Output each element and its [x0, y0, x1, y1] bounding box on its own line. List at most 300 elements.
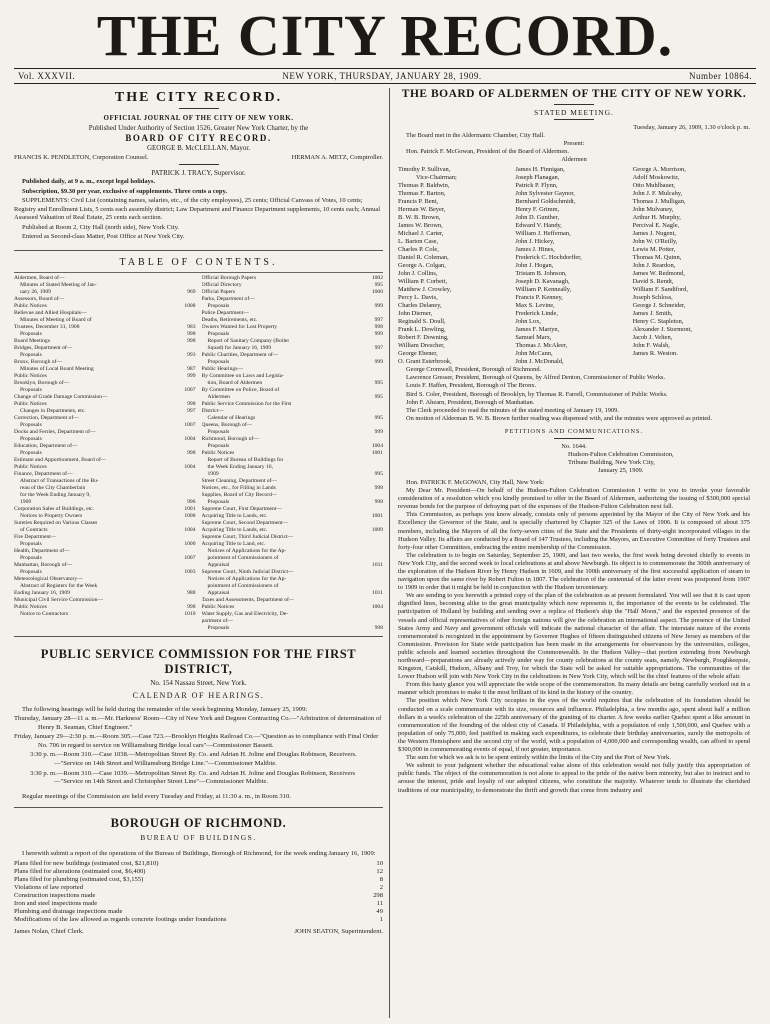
- letter-addressee: Hon. PATRICK F. McGOWAN, City Hall, New York:: [406, 478, 545, 486]
- richmond-title: BOROUGH OF RICHMOND.: [110, 816, 287, 831]
- attendance-col-2: [515, 166, 632, 366]
- toc-entry-label: Proposals: [20, 449, 42, 456]
- toc-entry-label: of Contracts: [20, 526, 48, 533]
- toc-entry-label: Bridges, Department of—: [14, 344, 73, 351]
- toc-entry-label: Supreme Court, Third Judicial District—: [201, 533, 294, 540]
- toc-entry-label: Parks, Department of—: [201, 295, 255, 302]
- toc-entry: [14, 583, 196, 590]
- toc-entry-page: 1007: [184, 421, 196, 428]
- stats-label: Iron and steel inspections made: [14, 900, 98, 908]
- alderman-name: John J. F. Mulcahy,: [632, 190, 683, 198]
- toc-entry: [202, 534, 384, 541]
- toc-entry-label: 1909: [207, 470, 219, 477]
- stats-row: [14, 868, 383, 876]
- alderman-name: Francis P. Kenney,: [515, 294, 563, 302]
- alderman-name: George Ebener,: [398, 350, 438, 358]
- alderman-name: Bernhard Goldschmidt,: [515, 198, 576, 206]
- toc-entry: [14, 366, 196, 373]
- toc-entry: [202, 471, 384, 478]
- official-journal: OFFICIAL JOURNAL OF THE CITY OF NEW YORK.: [103, 114, 294, 122]
- toc-entry-page: 1000: [184, 540, 196, 547]
- alderman-name: James J. Smith,: [632, 310, 673, 318]
- right-column: [390, 88, 750, 1018]
- toc-entry: [202, 485, 384, 492]
- toc-entry-label: Deaths, Retirements, etc.: [201, 316, 258, 323]
- toc-entry: [202, 464, 384, 471]
- superintendent: JOHN SEATON, Superintendent.: [294, 928, 383, 936]
- toc-entry: [202, 569, 384, 576]
- stats-label: Modifications of the law allowed as regards concrete footings under foundations: [14, 916, 227, 924]
- calendar-of-hearings: CALENDAR OF HEARINGS.: [132, 690, 265, 700]
- toc-entry-page: 998: [374, 498, 383, 505]
- alderman-name: John F. Walsh,: [632, 342, 670, 350]
- toc-entry: [202, 324, 384, 331]
- toc-entry-label: Fire Department—: [14, 533, 57, 540]
- toc-entry-label: Minutes of Stated Meeting of Jan-: [20, 281, 97, 288]
- city-record-title: THE CITY RECORD.: [114, 90, 283, 105]
- toc-entry-label: Notices of Applications for the Ap-: [207, 547, 287, 554]
- toc-entry-label: Aldermen: [207, 393, 230, 400]
- toc-entry: [202, 541, 384, 548]
- toc-entry: [14, 289, 196, 296]
- stats-value: 298: [373, 892, 383, 900]
- toc-entry-label: Water Supply, Gas and Electricity, De-: [201, 610, 289, 617]
- stats-value: 10: [376, 860, 383, 868]
- published-under: Published Under Authority of Section 1526, Greater New York Charter, by the: [88, 124, 309, 132]
- alderman-name: Percival E. Nagle,: [632, 222, 680, 230]
- toc-entry-label: Public Notices: [201, 603, 235, 610]
- toc-entry-label: pointment of Commissioners of: [207, 582, 279, 589]
- toc-entry: [14, 415, 196, 422]
- mayor: GEORGE B. McCLELLAN, Mayor.: [146, 144, 251, 152]
- psc-address: No. 154 Nassau Street, New York.: [150, 678, 247, 687]
- toc-entry-page: 999: [374, 428, 383, 435]
- toc-entry: [14, 485, 196, 492]
- meeting-paragraph: Lawrence Gresser, President, Borough of Queens, by Alfred Denton, Commissioner of Public Works.: [406, 374, 666, 382]
- publication-info: [14, 178, 383, 242]
- toc-entry-page: 995: [374, 393, 383, 400]
- toc-entry-label: Notice to Contractors: [20, 610, 69, 617]
- alderman-name: Thomas J. Mulligan,: [632, 198, 686, 206]
- toc-entry: [14, 345, 196, 352]
- richmond-intro: I herewith submit a report of the operations of the Bureau of Buildings, Borough of Richmond, for the week ending January 16, 1909:: [22, 850, 376, 858]
- psc-title: PUBLIC SERVICE COMMISSION FOR THE FIRST DISTRICT,: [40, 646, 357, 676]
- toc-entry-label: Acquiring Title to Lands, etc.: [201, 512, 268, 519]
- alderman-name: John W. O'Reilly,: [632, 238, 678, 246]
- letter-paragraph: My Dear Mr. President—On behalf of the Hudson-Fulton Celebration Commission I write to you to invoke your favorable consideration of a resolution which you kindly promised to offer in the Board of Aldermen, authorizing the issuing of $300,000 special revenue bonds for the purpose of defraying part of the expenses of the Hudson-Fulton Celebration next fall.: [398, 487, 750, 511]
- toc-entry-label: Proposals: [20, 421, 42, 428]
- toc-entry: [202, 611, 384, 618]
- toc-entry: [202, 429, 384, 436]
- toc-entry: [202, 359, 384, 366]
- toc-entry-label: Supreme Court, Second Department—: [201, 519, 289, 526]
- toc-entry-page: 1011: [372, 589, 383, 596]
- hearing-entry: 3:30 p. m.—Room 310.—Case 1038.—Metropolitan Street Ry. Co. and Adrian H. Joline and Douglas Robinson, Receivers.—"Service on 14th Street and Williamsburg Bridge Line."—Commissioner Maltbie.: [30, 751, 357, 768]
- toc-entry: [14, 506, 196, 513]
- toc-entry-label: Board Meetings: [14, 337, 50, 344]
- toc-entry: [14, 373, 196, 380]
- attendance-col-1: [398, 166, 515, 366]
- stats-row: [14, 860, 383, 868]
- alderman-name: Samuel Marx,: [515, 334, 552, 342]
- toc-entry-page: 998: [187, 337, 196, 344]
- stats-value: 49: [376, 908, 383, 916]
- toc-entry: [202, 527, 384, 534]
- letter-paragraph: The position which New York City occupies in the eyes of the world requires that the celebration of its foundation should be conducted on a scale commensurate with its size, resources and influence. Philadelphia, a few months ago, spent about half a million dollars in a week's celebration of the 225th anniversary of the granting of its charter. A few weeks earlier Quebec spent a like amount in commemoration of the founding of the oldest city of Canada. If Philadelphia, with a population of only 1,500,000, and Quebec with a population of only 75,000, feel justified in making such expenditures, to celebrate their birthday anniversaries, surely the metropolis of the Western Hemisphere and the second city of the world, with a population of 4,000,000 and corresponding wealth, can afford to spend $300,000 in commemorating events of equal, if not greater, importance.: [398, 697, 750, 754]
- toc-entry-label: Estimate and Apportionment, Board of—: [14, 456, 107, 463]
- alderman-name: Jacob J. Velten,: [632, 334, 673, 342]
- toc-entry: [202, 618, 384, 625]
- toc-entry-page: 993: [187, 351, 196, 358]
- toc-entry: [14, 492, 196, 499]
- alderman-name: Charles Delaney,: [398, 302, 442, 310]
- aldermen-title: THE BOARD OF ALDERMEN OF THE CITY OF NEW YORK.: [401, 88, 747, 100]
- aldermen-label: Aldermen: [561, 156, 587, 164]
- toc-entry-page: 996: [187, 498, 196, 505]
- alderman-name: L. Barton Case,: [398, 238, 439, 246]
- meeting-paragraph: On motion of Alderman B. W. B. Brown further reading was dispensed with, and the minutes were approved as printed.: [406, 414, 712, 422]
- toc-entry-label: Proposals: [207, 330, 230, 337]
- toc-entry: [14, 422, 196, 429]
- toc-entry-label: Proposals: [207, 302, 230, 309]
- toc-entry: [14, 471, 196, 478]
- alderman-name: James W. Brown,: [398, 222, 443, 230]
- stats-row: [14, 916, 383, 924]
- toc-entry-page: 999: [187, 372, 196, 379]
- letter-paragraph: The sum for which we ask is to be spent entirely within the limits of the City and the Port of New York.: [406, 754, 671, 762]
- alderman-name: Percy L. Davis,: [398, 294, 438, 302]
- publication-info-line: SUPPLEMENTS: Civil List (containing names, salaries, etc., of the city employees), 25 cents; Official Canvass of Votes, 10 cents; Registry and Enrollment Lists, 5 cents each assembly district; Law Department and Finance Department supplements, 10 cents each; Annual Assessed Valuation of Real Estate, 25 cents each section.: [14, 197, 381, 221]
- alderman-name: Henry C. Stapleton,: [632, 318, 684, 326]
- stats-label: Plumbing and drainage inspections made: [14, 908, 123, 916]
- toc-left-column: [14, 275, 196, 632]
- richmond-signatures: [14, 928, 383, 935]
- meeting-paragraph: John F. Ahearn, President, Borough of Manhattan.: [406, 398, 535, 406]
- alderman-name: Thomas F. Barton,: [398, 190, 446, 198]
- toc-entry: [14, 380, 196, 387]
- left-column: [14, 88, 390, 1018]
- toc-entry-page: 1010: [184, 610, 196, 617]
- alderman-name: Charles P. Cole,: [398, 246, 439, 254]
- letter-paragraph: From this hasty glance you will appreciate the wide scope of the commemoration. Its many details are being carefully worked out in a manner which promises to make it the most brilliant of its kind in the history of the country.: [398, 681, 750, 697]
- toc-entry-page: 995: [374, 281, 383, 288]
- toc-entry-label: Manhattan, Borough of—: [14, 561, 72, 568]
- toc-entry-label: Appraisal: [207, 589, 230, 596]
- toc-entry: [202, 492, 384, 499]
- toc-entry: [14, 527, 196, 534]
- toc-entry-label: Ending January 16, 1909: [14, 589, 70, 596]
- toc-entry-label: Education, Department of—: [14, 442, 78, 449]
- toc-entry: [202, 289, 384, 296]
- toc-entry-page: 1004: [371, 603, 383, 610]
- toc-entry-label: Proposals: [20, 435, 42, 442]
- letter-paragraph: This Commission, as perhaps you know already, consists only of persons appointed by the Mayor of the City of New York and his Excellency the Governor of the State, and is specially chartered by Chapter 325 of the Laws of 1906. It is composed of about 375 members, including the Mayors of all the forty-seven cities of the State and the Presidents of thirty-eight incorporated villages in the Hudson Valley. Its affairs are conducted by a Board of 147 Trustees, including the Mayors, an Executive Committee of forty Trustees and forty-four other Committees, embracing the entire membership of the Commission.: [398, 511, 750, 551]
- toc-entry-label: partment of—: [201, 617, 234, 624]
- toc-entry-label: Proposals: [20, 330, 42, 337]
- alderman-name: Arthur H. Murphy,: [632, 214, 681, 222]
- stats-value: 11: [376, 900, 383, 908]
- alderman-name: Frederick C. Hochdorffer,: [515, 254, 582, 262]
- alderman-name: Reginald S. Doull,: [398, 318, 446, 326]
- toc-entry: [202, 562, 384, 569]
- alderman-name: Vice-Chairman;: [416, 174, 457, 182]
- alderman-name: George A. Colgan,: [398, 262, 446, 270]
- hearing-entry: 3:30 p. m.—Room 310.—Case 1039.—Metropolitan Street Ry. Co. and Adrian H. Joline and Douglas Robinson, Receivers—"Service on 14th Street and Christopher Street Line"—Commissioner Maltbie.: [30, 769, 356, 786]
- toc-entry-page: 1008: [184, 302, 196, 309]
- toc-entry-label: Public Notices: [14, 463, 47, 470]
- stats-label: Plans filed for alterations (estimated cost, $6,400): [14, 868, 146, 876]
- alderman-name: Joseph Schloss,: [632, 294, 673, 302]
- toc-entry: [14, 604, 196, 611]
- toc-entry-label: Proposals: [207, 358, 230, 365]
- toc-entry: [14, 541, 196, 548]
- toc-entry-label: Changes in Departments, etc.: [20, 407, 86, 414]
- toc-entry: [14, 324, 196, 331]
- alderman-name: John J. Hogan,: [515, 262, 554, 270]
- toc-entry-page: 998: [374, 323, 383, 330]
- toc-entry: [14, 450, 196, 457]
- toc-entry: [202, 415, 384, 422]
- toc-entry-label: Supreme Court, First Department—: [201, 505, 282, 512]
- meeting-paragraph: Louis F. Haffen, President, Borough of The Bronx.: [406, 382, 537, 390]
- alderman-name: Joseph Flanagan,: [515, 174, 560, 182]
- toc-entry-label: Report of Bureau of Buildings for: [207, 456, 284, 463]
- toc-entry-label: Proposals: [20, 568, 42, 575]
- toc-entry-label: Queens, Borough of—: [201, 421, 253, 428]
- toc-entry-label: Abstract of Registers for the Week: [20, 582, 98, 589]
- toc-entry: [202, 457, 384, 464]
- toc-entry-page: 1004: [184, 526, 196, 533]
- toc-entry-page: 998: [187, 400, 196, 407]
- letter-paragraph: The celebration is to begin on Saturday, September 25, 1909, and last two weeks, the first week being devoted chiefly to events in New York City, and the second week to local celebrations at and above Newburgh. Its object is to commemorate the 300th anniversary of the exploration of the Hudson River by Henry Hudson in 1609, and the 100th anniversary of the first successful application of steam to navigation upon the same river by Robert Fulton in 1807. The celebration of the centennial of the latter event was postponed from 1907 to 1909 in order that it might be held in conjunction with the Hudson tercentenary.: [398, 551, 750, 592]
- letter-paragraph: We submit to your judgment whether the educational value alone of this celebration would not fully justify this appropriation of public funds. The object of the commemoration is not alone to appeal to the pride of the native born minority, but also to instruct and to arouse the interest, pride and loyalty of our adopted citizens, who constitute the majority. Whatever tends to illustrate the cherished traditions of our municipality, to demonstrate the thrift and growth that come from industry and: [398, 762, 750, 794]
- toc-entry: [202, 625, 384, 632]
- toc-entry-label: Proposals: [20, 554, 42, 561]
- toc-entry-label: Official Papers: [201, 288, 236, 295]
- toc-entry-label: Notices, etc., for Filling in Lands: [201, 484, 276, 491]
- toc-entry-label: Public Charities, Department of—: [201, 351, 279, 358]
- toc-entry: [202, 275, 384, 282]
- toc-entry-label: Calendar of Hearings: [207, 414, 256, 421]
- alderman-name: Max S. Levine,: [515, 302, 555, 310]
- toc-entry-page: 999: [374, 330, 383, 337]
- toc-entry: [14, 443, 196, 450]
- toc-title: TABLE OF CONTENTS.: [119, 256, 278, 268]
- toc-entry-label: 1909: [20, 498, 32, 505]
- alderman-name: George J. Schneider,: [632, 302, 686, 310]
- alderman-name: Frank L. Dowling,: [398, 326, 446, 334]
- toc-entry: [14, 338, 196, 345]
- toc-entry: [202, 604, 384, 611]
- toc-entry: [202, 583, 384, 590]
- toc-entry-label: Proposals: [20, 540, 42, 547]
- alderman-name: John D. Gunther,: [515, 214, 560, 222]
- toc-entry-label: Squad) for January 16, 1909: [207, 344, 272, 351]
- alderman-name: William Drescher,: [398, 342, 445, 350]
- toc-entry: [202, 366, 384, 373]
- toc-entry: [14, 520, 196, 527]
- alderman-name: William P. Kenneally,: [515, 286, 572, 294]
- toc-entry: [202, 555, 384, 562]
- attendance-list: [398, 166, 750, 366]
- alderman-name: John Sylvester Gaynor,: [515, 190, 575, 198]
- alderman-name: Thomas J. McAleer,: [515, 342, 568, 350]
- toc-entry-label: pointment of Commissioners of: [207, 554, 279, 561]
- stats-value: 12: [376, 868, 383, 876]
- board-met: The Board met in the Aldermanic Chamber, City Hall.: [406, 132, 545, 140]
- toc-entry-page: 998: [374, 484, 383, 491]
- alderman-name: Patrick P. Flynn,: [515, 182, 558, 190]
- toc-entry-label: Owners Wanted for Lost Property: [201, 323, 278, 330]
- stats-value: 1: [379, 916, 383, 924]
- toc-entry-page: 998: [187, 449, 196, 456]
- toc-entry: [202, 436, 384, 443]
- toc-entry-label: Public Notices: [14, 372, 47, 379]
- toc-entry-label: Public Notices: [14, 400, 47, 407]
- alderman-name: Edward V. Handy,: [515, 222, 562, 230]
- toc-entry: [202, 450, 384, 457]
- alderman-name: Daniel R. Coleman,: [398, 254, 449, 262]
- toc-entry: [14, 562, 196, 569]
- toc-entry-page: 1008: [184, 512, 196, 519]
- toc-entry-label: Abstract of Transactions of the Bu-: [20, 477, 99, 484]
- toc-entry-label: By Committee on Laws and Legisla-: [201, 372, 284, 379]
- toc-entry: [14, 303, 196, 310]
- chief-clerk: James Nolan, Chief Clerk.: [14, 928, 84, 936]
- alderman-name: Otto Muhlbauer,: [632, 182, 675, 190]
- toc-entry: [202, 499, 384, 506]
- alderman-name: Robert F. Downing,: [398, 334, 449, 342]
- alderman-name: William P. Corbett,: [398, 278, 448, 286]
- toc-entry: [14, 359, 196, 366]
- toc-entry-label: Minutes of Local Board Meeting: [20, 365, 94, 372]
- toc-entry-page: 995: [374, 379, 383, 386]
- toc-entry-label: Richmond, Borough of—: [201, 435, 259, 442]
- toc-entry-label: Proposals: [20, 351, 42, 358]
- meeting-paragraph: The Clerk proceeded to read the minutes of the stated meeting of January 19, 1909.: [406, 406, 619, 414]
- toc-entry: [202, 401, 384, 408]
- communication-number: No. 1644.: [561, 442, 587, 450]
- toc-entry: [202, 282, 384, 289]
- toc-entry-page: 998: [187, 603, 196, 610]
- stated-meeting: STATED MEETING.: [534, 108, 614, 117]
- alderman-name: John Lox,: [515, 318, 541, 326]
- alderman-name: James F. Martyn,: [515, 326, 560, 334]
- stats-label: Plans filed for plumbing (estimated cost, $3,155): [14, 876, 144, 884]
- toc-entry-label: Appraisal: [207, 561, 230, 568]
- toc-entry-label: Official Borough Papers: [201, 274, 257, 281]
- publication-info-line: Published at Room 2, City Hall (north side), New York City.: [22, 223, 180, 231]
- toc-entry: [14, 275, 196, 282]
- toc-entry: [14, 457, 196, 464]
- toc-entry-label: Correction, Department of—: [14, 414, 79, 421]
- toc-entry-label: Proposals: [20, 386, 42, 393]
- psc-regular-meetings: Regular meetings of the Commission are held every Tuesday and Friday, at 11:30 a. m., in Room 310.: [22, 792, 291, 800]
- alderman-name: George A. Morrison,: [632, 166, 686, 174]
- attendance-col-3: [633, 166, 750, 366]
- alderman-name: Tristam B. Johnson,: [515, 270, 567, 278]
- toc-entry: [202, 408, 384, 415]
- toc-entry-label: Aldermen, Board of—: [14, 274, 65, 281]
- hearings-list: [14, 715, 383, 787]
- toc-entry: [14, 401, 196, 408]
- toc-entry: [14, 296, 196, 303]
- alderman-name: Michael J. Carter,: [398, 230, 444, 238]
- alderman-name: John J. Hickey,: [515, 238, 555, 246]
- toc-entry: [202, 338, 384, 345]
- toc-entry: [14, 569, 196, 576]
- toc-entry-label: Public Notices: [201, 449, 235, 456]
- toc-entry-label: for the Week Ending January 9,: [20, 491, 91, 498]
- present-label: Present:: [563, 140, 585, 148]
- toc-entry: [14, 429, 196, 436]
- alderman-name: Frederick Linde,: [515, 310, 558, 318]
- toc-entry-page: 969: [187, 288, 196, 295]
- alderman-name: O. Grant Esterbrook,: [398, 358, 452, 366]
- toc-entry: [14, 555, 196, 562]
- alderman-name: John J. Collins,: [398, 270, 438, 278]
- toc-entry-label: Report of Sanitary Company (Boiler: [207, 337, 290, 344]
- toc-entry-label: Minutes of Meeting of Board of: [20, 316, 92, 323]
- toc-entry-page: 1000: [371, 288, 383, 295]
- alderman-name: John Diemer,: [398, 310, 433, 318]
- toc-entry-page: 1004: [184, 463, 196, 470]
- toc-entry-label: Bellevue and Allied Hospitals—: [14, 309, 87, 316]
- toc-entry: [14, 331, 196, 338]
- toc-entry-page: 998: [374, 624, 383, 631]
- alderman-name: John Mulvaney,: [632, 206, 674, 214]
- stats-value: 8: [379, 876, 383, 884]
- toc-entry-page: 997: [187, 407, 196, 414]
- toc-entry: [202, 303, 384, 310]
- toc-entry-page: 1003: [184, 568, 196, 575]
- toc-entry-label: Proposals: [207, 624, 230, 631]
- toc-entry-label: Finance, Department of—: [14, 470, 73, 477]
- toc-entry-page: 999: [374, 358, 383, 365]
- toc-entry: [14, 408, 196, 415]
- meeting-paragraphs: [398, 366, 750, 423]
- toc-entry-page: 995: [374, 470, 383, 477]
- toc-entry-page: 1001: [371, 449, 383, 456]
- toc-entry-label: Change of Grade Damage Commission—: [14, 393, 108, 400]
- publication-info-line: Published daily, at 9 a. m., except legal holidays.: [22, 178, 156, 185]
- volume: Vol. XXXVII.: [18, 71, 76, 81]
- toc-entry-label: Taxes and Assessments, Department of—: [201, 596, 295, 603]
- toc-entry-page: 1004: [184, 435, 196, 442]
- toc-entry-label: Health, Department of—: [14, 547, 70, 554]
- alderman-name: David S. Rendt,: [632, 278, 674, 286]
- toc-entry: [14, 548, 196, 555]
- toc-entry-label: Acquiring Title to Lands, etc.: [201, 526, 268, 533]
- toc-entry-label: Supreme Court, Ninth Judicial District—: [201, 568, 294, 575]
- toc-entry: [14, 464, 196, 471]
- alderman-name: John J. Reardon,: [632, 262, 676, 270]
- stats-row: [14, 892, 383, 900]
- bureau-of-buildings: BUREAU OF BUILDINGS.: [140, 833, 257, 843]
- toc-entry: [202, 373, 384, 380]
- stats-row: [14, 908, 383, 916]
- alderman-name: James H. Finnigan,: [515, 166, 565, 174]
- toc-entry-label: tion, Board of Aldermen: [207, 379, 263, 386]
- masthead: THE CITY RECORD.: [96, 3, 674, 68]
- toc-entry: [14, 317, 196, 324]
- toc-entry: [14, 387, 196, 394]
- toc-entry: [202, 478, 384, 485]
- toc-entry: [14, 310, 196, 317]
- meeting-paragraph: Bird S. Coler, President, Borough of Brooklyn, by Thomas R. Farrell, Commissioner of Public Works.: [406, 390, 668, 398]
- richmond-stats: [14, 860, 383, 924]
- alderman-name: Thomas P. Baldwin,: [398, 182, 450, 190]
